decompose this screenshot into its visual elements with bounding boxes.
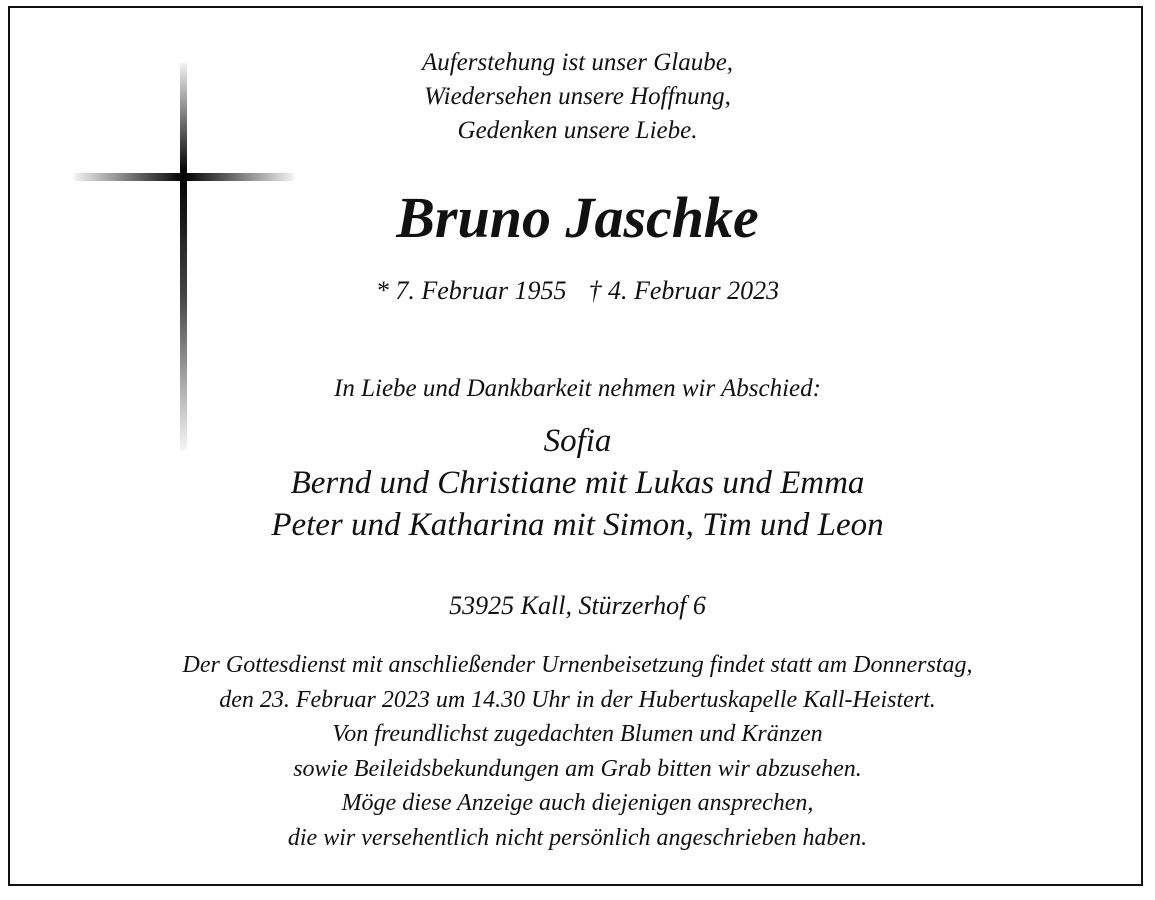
family-member: Sofia — [543, 423, 612, 459]
family-member: Peter und Katharina mit Simon, Tim und Leon — [271, 507, 884, 543]
notice-line: Möge diese Anzeige auch diejenigen ansprechen, — [341, 790, 814, 816]
cross-horizontal-beam — [74, 173, 294, 181]
motto — [0, 46, 1155, 148]
notice-line: Der Gottesdienst mit anschließender Urnenbeisetzung findet statt am Donnerstag, — [182, 652, 973, 678]
notice-line: sowie Beileidsbekundungen am Grab bitten wir abzusehen. — [293, 755, 862, 782]
motto-line: Wiedersehen unsere Hoffnung, — [424, 83, 731, 110]
family-member: Bernd und Christiane mit Lukas und Emma — [290, 465, 865, 501]
motto-line: Auferstehung ist unser Glaube, — [421, 49, 734, 76]
family-list — [0, 420, 1155, 546]
death-date: † 4. Februar 2023 — [588, 276, 780, 305]
service-notice — [0, 648, 1155, 855]
notice-line: den 23. Februar 2023 um 14.30 Uhr in der Hubertuskapelle Kall-Heistert. — [219, 686, 936, 713]
motto-line: Gedenken unsere Liebe. — [457, 117, 698, 144]
family-address: 53925 Kall, Stürzerhof 6 — [449, 591, 706, 620]
deceased-name: Bruno Jaschke — [396, 185, 759, 250]
birth-date: * 7. Februar 1955 — [375, 276, 567, 305]
farewell-line: In Liebe und Dankbarkeit nehmen wir Abschied: — [334, 375, 821, 402]
notice-line: die wir versehentlich nicht persönlich angeschrieben haben. — [287, 824, 868, 851]
life-dates — [0, 274, 1155, 308]
notice-line: Von freundlichst zugedachten Blumen und Kränzen — [332, 721, 823, 747]
